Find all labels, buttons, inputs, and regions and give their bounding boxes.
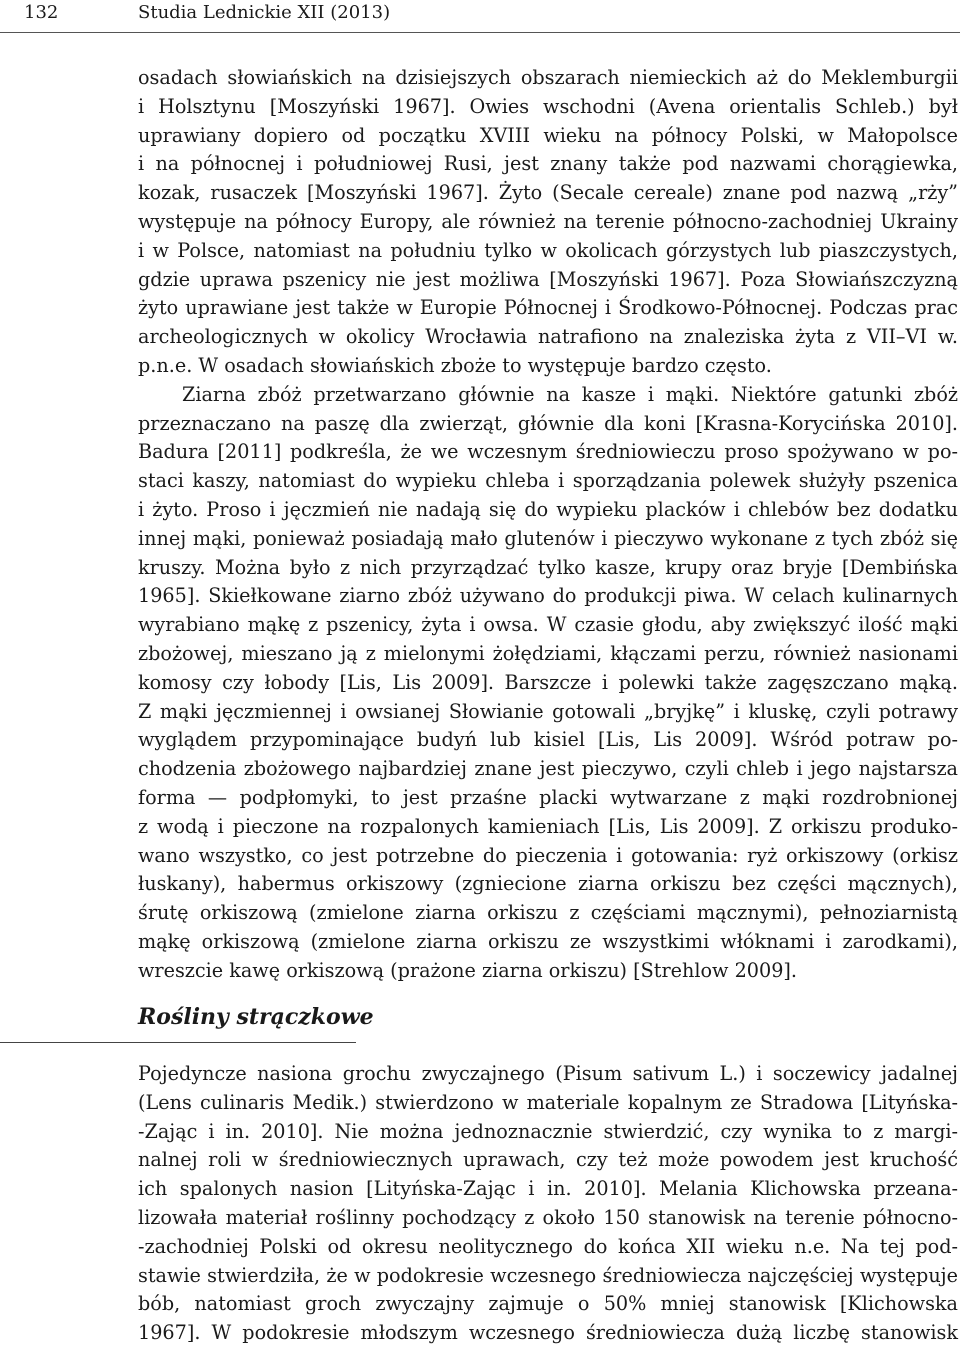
body-paragraph-legumes [138,1060,958,1348]
text-line: (Lens culinaris Medik.) stwierdzono w materiale kopalnym ze Stradowa [Lityńska- [138,1090,958,1114]
page-number: 132 [24,2,59,23]
text-line: Pojedyncze nasiona grochu zwyczajnego (Pisum sativum L.) i soczewicy jadalnej [138,1062,958,1085]
text-line: chodzenia zbożowego najbardziej znane jest pieczywo, czyli chleb i jego najstarsza [138,757,958,781]
text-line: bób, natomiast groch zwyczajny zajmuje o 50% mniej stanowisk [Klichowska [138,1292,958,1316]
text-line: i Holsztynu [Moszyński 1967]. Owies wschodni (Avena orientalis Schleb.) był [138,94,958,118]
text-line: lizowała materiał roślinny pochodzący z około 150 stanowisk na terenie północno- [138,1205,958,1229]
text-line: zbożowej, mieszano ją z mielonymi żołędziami, kłączami perzu, również nasionami [138,641,958,665]
text-line: osadach słowiańskich na dzisiejszych obszarach niemieckich aż do Meklemburgii [138,66,958,89]
text-line: 1967]. W podokresie młodszym wczesnego średniowiecza dużą liczbę stanowisk [138,1321,958,1345]
text-line: wano wszystko, co jest potrzebne do pieczenia i gotowania: ryż orkiszowy (orkisz [138,843,958,867]
text-line: Ziarna zbóż przetwarzano głównie na kasze i mąki. Niektóre gatunki zbóż [182,382,958,406]
text-line: kozak, rusaczek [Moszyński 1967]. Żyto (Secale cereale) znane pod nazwą „rży” [138,181,958,205]
text-line: wyrabiano mąkę z pszenicy, żyta i owsa. W czasie głodu, aby zwiększyć ilość mąki [138,613,958,637]
header-rule [0,32,960,33]
text-line: innej mąki, ponieważ posiadają mało glutenów i pieczywo wykonane z tych zbóż się [138,526,958,550]
section-heading: Rośliny strączkowe [138,1004,374,1030]
text-line: mąkę orkiszową (zmielone ziarna orkiszu ze wszystkimi włóknami i zarodkami), [138,929,958,953]
text-line: przeznaczano na paszę dla zwierząt, głównie dla koni [Krasna-Korycińska 2010]. [138,411,958,435]
text-line: p.n.e. W osadach słowiańskich zboże to występuje bardzo często. [138,353,772,377]
text-line: wyglądem przypominające budyń lub kisiel [Lis, Lis 2009]. Wśród potraw po- [138,728,958,752]
text-line: żyto uprawiane jest także w Europie Północnej i Środkowo-Północnej. Podczas prac [138,296,958,320]
text-line: łuskany), habermus orkiszowy (zgniecione ziarna orkiszu bez części mącznych), [138,872,958,896]
text-line: -Zając i in. 2010]. Nie można jednoznacznie stwierdzić, czy wynika to z margi- [138,1119,958,1143]
text-line: komosy czy łobody [Lis, Lis 2009]. Barszcze i polewki także zagęszczano mąką. [138,670,958,694]
text-line: ich spalonych nasion [Lityńska-Zając i in. 2010]. Melania Klichowska przeana- [138,1177,958,1201]
text-line: i żyto. Proso i jęczmień nie nadają się do wypieku placków i chlebów bez dodatku [138,497,958,521]
text-line: -zachodniej Polski od okresu neolitycznego do końca XII wieku n.e. Na tej pod- [138,1234,958,1258]
text-line: stawie stwierdziła, że w podokresie wczesnego średniowiecza najczęściej występuje [138,1263,958,1287]
text-line: archeologicznych w okolicy Wrocławia natrafiono na znaleziska żyta z VII–VI w. [138,325,958,349]
text-line: uprawiany dopiero od początku XVIII wieku na północy Polski, w Małopolsce [138,123,958,147]
page-header [0,0,960,34]
text-line: występuje na północy Europy, ale również na terenie północno-zachodniej Ukrainy [138,209,958,233]
text-line: forma — podpłomyki, to jest przaśne placki wytwarzane z mąki rozdrobnionej [138,785,958,809]
text-line: z wodą i pieczone na rozpalonych kamieniach [Lis, Lis 2009]. Z orkiszu produko- [138,814,958,838]
text-line: nalnej roli w średniowiecznych uprawach, czy też może powodem jest kruchość [138,1148,958,1172]
text-line: gdzie uprawa pszenicy nie jest możliwa [Moszyński 1967]. Poza Słowiańszczyzną [138,267,958,291]
text-line: staci kaszy, natomiast do wypieku chleba i sporządzania polewek służyły pszenica [138,469,958,493]
text-line: Badura [2011] podkreśla, że we wczesnym średniowieczu proso spożywano w po- [138,440,958,464]
text-line: 1965]. Skiełkowane ziarno zbóż używano do produkcji piwa. W celach kulinarnych [138,584,958,608]
running-title: Studia Lednickie XII (2013) [138,2,391,23]
text-line: i w Polsce, natomiast na południu tylko w okolicach górzystych lub piaszczystych, [138,238,958,262]
text-line: wreszcie kawę orkiszową (prażone ziarna orkiszu) [Strehlow 2009]. [138,958,797,982]
text-line: i na północnej i południowej Rusi, jest znany także pod nazwami chorągiewka, [138,152,958,176]
heading-rule [0,1042,356,1043]
text-line: śrutę orkiszową (zmielone ziarna orkiszu z częściami mącznymi), pełnoziarnistą [138,901,958,925]
body-paragraph-cereals [138,64,958,986]
text-line: Z mąki jęczmiennej i owsianej Słowianie gotowali „bryjkę” i kluskę, czyli potrawy [138,699,958,723]
text-line: kruszy. Można było z nich przyrządzać tylko kasze, krupy oraz bryje [Dembińska [138,555,958,579]
